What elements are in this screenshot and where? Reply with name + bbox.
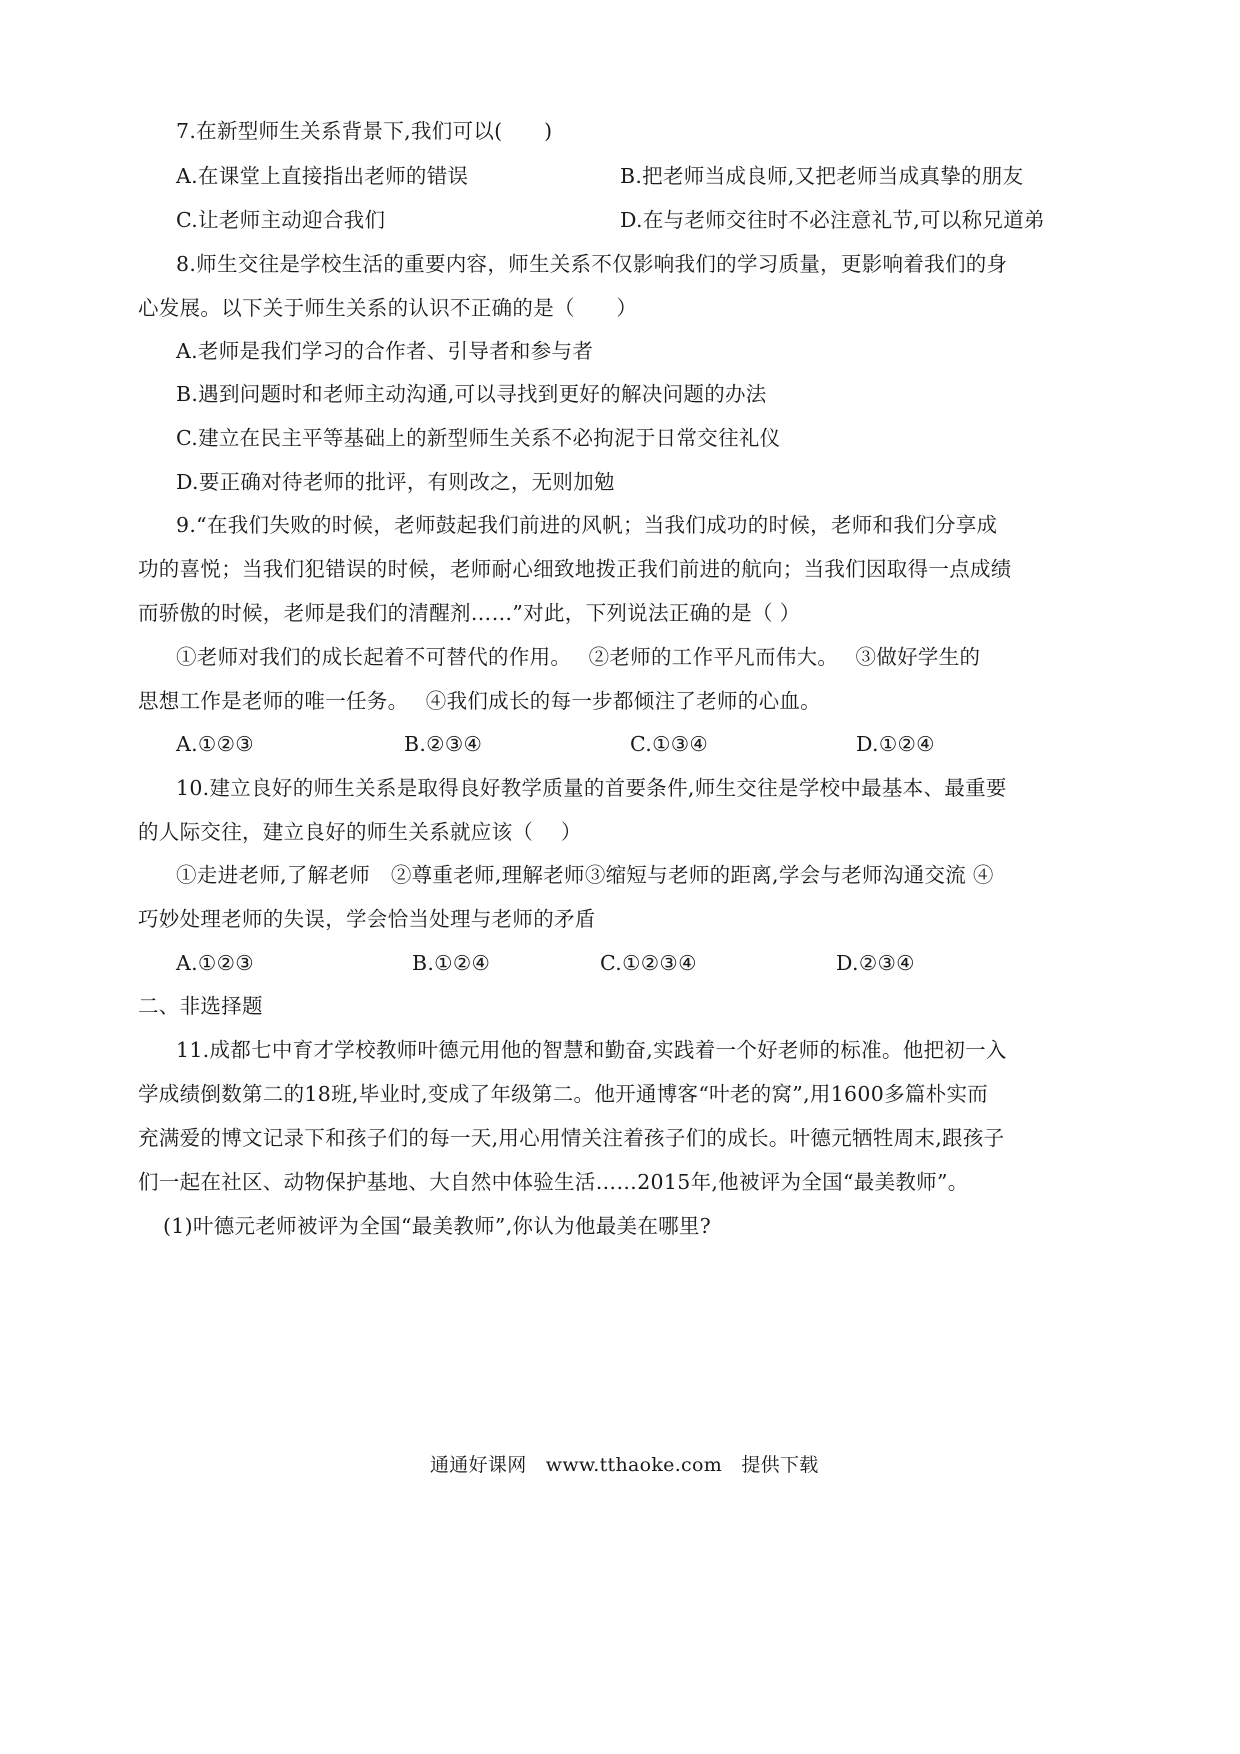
q8-stem-line2: 心发展。以下关于师生关系的认识不正确的是（ ） [138, 296, 638, 320]
q7-option-c: C.让老师主动迎合我们 [176, 208, 386, 232]
q7-option-a: A.在课堂上直接指出老师的错误 [176, 164, 469, 188]
q7-option-d: D.在与老师交往时不必注意礼节,可以称兄道弟 [620, 208, 1045, 232]
q10-stem-line1: 10.建立良好的师生关系是取得良好教学质量的首要条件,师生交往是学校中最基本、最重要 [176, 776, 1007, 800]
q10-items-line2: 巧妙处理老师的失误，学会恰当处理与老师的矛盾 [138, 907, 596, 931]
section-heading: 二、非选择题 [138, 994, 263, 1018]
q11-line4: 们一起在社区、动物保护基地、大自然中体验生活……2015年,他被评为全国“最美教师”。 [138, 1170, 969, 1194]
page-footer: 通通好课网 www.tthaoke.com 提供下载 [430, 1454, 819, 1476]
q9-option-c: C.①③④ [630, 732, 709, 756]
q11-line3: 充满爱的博文记录下和孩子们的每一天,用心用情关注着孩子们的成长。叶德元牺牲周末,跟孩子 [138, 1126, 1005, 1150]
q11-subquestion-1: (1)叶德元老师被评为全国“最美教师”,你认为他最美在哪里? [163, 1214, 712, 1238]
q8-option-b: B.遇到问题时和老师主动沟通,可以寻找到更好的解决问题的办法 [176, 382, 767, 406]
q8-stem-line1: 8.师生交往是学校生活的重要内容，师生关系不仅影响我们的学习质量，更影响着我们的身 [176, 252, 1008, 276]
q9-stem-line3: 而骄傲的时候，老师是我们的清醒剂……”对此，下列说法正确的是（ ） [138, 601, 801, 625]
q9-option-d: D.①②④ [856, 732, 935, 756]
q9-items-line2: 思想工作是老师的唯一任务。 ④我们成长的每一步都倾注了老师的心血。 [138, 689, 821, 713]
q9-option-a: A.①②③ [176, 732, 254, 756]
q8-option-c: C.建立在民主平等基础上的新型师生关系不必拘泥于日常交往礼仪 [176, 426, 781, 450]
q10-option-a: A.①②③ [176, 951, 254, 975]
q9-stem-line2: 功的喜悦；当我们犯错误的时候，老师耐心细致地拨正我们前进的航向；当我们因取得一点成绩 [138, 557, 1012, 581]
q10-stem-line2: 的人际交往，建立良好的师生关系就应该（ ） [138, 820, 582, 844]
q9-option-b: B.②③④ [404, 732, 483, 756]
q11-line2: 学成绩倒数第二的18班,毕业时,变成了年级第二。他开通博客“叶老的窝”,用1600多篇朴实而 [138, 1082, 989, 1106]
q10-items-line1: ①走进老师,了解老师 ②尊重老师,理解老师③缩短与老师的距离,学会与老师沟通交流 ④ [176, 863, 994, 887]
q10-option-c: C.①②③④ [600, 951, 697, 975]
q10-option-b: B.①②④ [412, 951, 491, 975]
q11-line1: 11.成都七中育才学校教师叶德元用他的智慧和勤奋,实践着一个好老师的标准。他把初一入 [176, 1038, 1007, 1062]
q9-stem-line1: 9.“在我们失败的时候，老师鼓起我们前进的风帆；当我们成功的时候，老师和我们分享成 [176, 513, 998, 537]
q10-option-d: D.②③④ [836, 951, 915, 975]
q8-option-a: A.老师是我们学习的合作者、引导者和参与者 [176, 339, 594, 363]
q7-option-b: B.把老师当成良师,又把老师当成真挚的朋友 [620, 164, 1024, 188]
q8-option-d: D.要正确对待老师的批评，有则改之，无则加勉 [176, 470, 615, 494]
q7-stem: 7.在新型师生关系背景下,我们可以( ) [176, 119, 553, 143]
q9-items-line1: ①老师对我们的成长起着不可替代的作用。 ②老师的工作平凡而伟大。 ③做好学生的 [176, 645, 981, 669]
